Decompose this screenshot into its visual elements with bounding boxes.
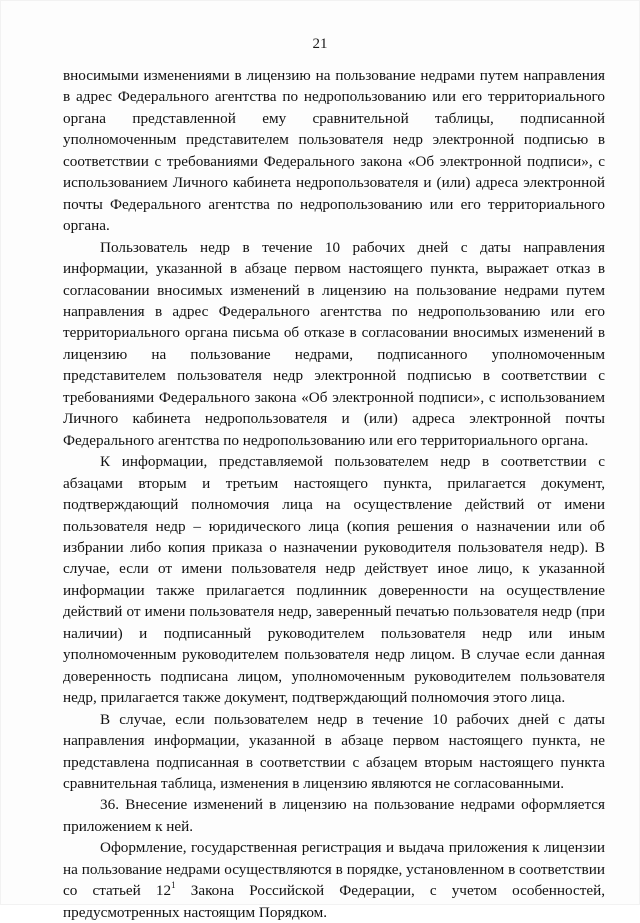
page-number: 21	[312, 36, 328, 52]
document-body	[63, 65, 605, 923]
paragraph-6-text-a: Оформление, государственная регистрация и выдача приложения к лицензии на пользование недрами осуществляются в порядке, установленном в соответствии со статьей 12	[63, 839, 605, 900]
paragraph-5-item-36: 36. Внесение изменений в лицензию на пользование недрами оформляется приложением к ней.	[63, 796, 605, 835]
paragraph-6	[63, 837, 605, 923]
paragraph-3: К информации, представляемой пользователем недр в соответствии с абзацами вторым и третьим настоящего пункта, прилагается документ, подтверждающий полномочия лица на осуществление действий от имени пользователя недр – юридического лица (копия решения о назначении или об избрании либо копия приказа о назначении руководителя пользователя недр). В случае, если от имени пользователя недр действует иное лицо, к указанной информации также прилагается подлинник доверенности на осуществление действий от имени пользователя недр, заверенный печатью пользователя недр (при наличии) и подписанный руководителем пользователя недр или иным уполномоченным руководителем пользователя недр лицом. В случае если данная доверенность подписана лицом, уполномоченным руководителем пользователя недр, прилагается также документ, подтверждающий полномочия этого лица.	[63, 453, 605, 707]
paragraph-2: Пользователь недр в течение 10 рабочих дней с даты направления информации, указанной в абзаце первом настоящего пункта, выражает отказ в согласовании вносимых изменений в лицензию на пользование недрами путем направления в адрес Федерального агентства по недропользованию или его территориального органа письма об отказе в согласовании вносимых изменений в лицензию на пользование недрами, подписанного уполномоченным представителем пользователя недр электронной подписью в соответствии с требованиями Федерального закона «Об электронной подписи», с использованием Личного кабинета недропользователя и (или) адреса электронной почты Федерального агентства по недропользованию или его территориального органа.	[63, 238, 605, 449]
paragraph-1: вносимыми изменениями в лицензию на пользование недрами путем направления в адрес Федерального агентства по недропользованию или его территориального органа представленной ему сравнительной таблицы, подписанной уполномоченным представителем пользователя недр электронной подписью в соответствии с требованиями Федерального закона «Об электронной подписи», с использованием Личного кабинета недропользователя и (или) адреса электронной почты Федерального агентства по недропользованию или его территориального органа.	[63, 67, 605, 235]
article-superscript: 1	[171, 880, 176, 891]
paragraph-4: В случае, если пользователем недр в течение 10 рабочих дней с даты направления информации, указанной в абзаце первом настоящего пункта, не представлена подписанная в соответствии с абзацем вторым настоящего пункта сравнительная таблица, изменения в лицензию являются не согласованными.	[63, 710, 605, 792]
paragraph-6-text-b: Закона Российской Федерации, с учетом особенностей, предусмотренных настоящим Порядком.	[63, 882, 605, 921]
